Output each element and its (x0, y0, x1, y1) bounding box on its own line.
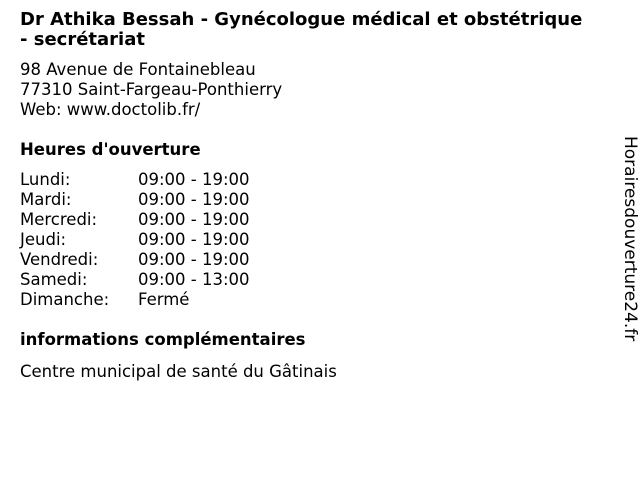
time-value: 09:00 - 19:00 (138, 230, 250, 249)
time-value: 09:00 - 19:00 (138, 210, 250, 229)
street-address: 98 Avenue de Fontainebleau (20, 60, 256, 79)
day-label: Mercredi: (20, 210, 98, 229)
day-label: Vendredi: (20, 250, 99, 269)
day-label: Lundi: (20, 170, 71, 189)
day-label: Dimanche: (20, 290, 110, 309)
time-value: 09:00 - 19:00 (138, 190, 250, 209)
site-watermark: Horairesdouverture24.fr (620, 136, 640, 342)
day-label: Samedi: (20, 270, 88, 289)
hours-row-wednesday (20, 210, 590, 230)
hours-row-sunday (20, 290, 590, 310)
additional-info-text: Centre municipal de santé du Gâtinais (20, 362, 337, 381)
day-label: Mardi: (20, 190, 72, 209)
city-address: 77310 Saint-Fargeau-Ponthierry (20, 80, 283, 99)
time-value: 09:00 - 13:00 (138, 270, 250, 289)
hours-row-thursday (20, 230, 590, 250)
website-link[interactable]: Web: www.doctolib.fr/ (20, 100, 201, 119)
hours-row-friday (20, 250, 590, 270)
page-title: Dr Athika Bessah - Gynécologue médical et obstétrique - secrétariat (20, 9, 583, 50)
additional-info-heading: informations complémentaires (20, 330, 306, 349)
opening-hours-table (20, 170, 590, 310)
time-value: 09:00 - 19:00 (138, 250, 250, 269)
opening-hours-heading: Heures d'ouverture (20, 140, 201, 159)
hours-row-monday (20, 170, 590, 190)
hours-row-saturday (20, 270, 590, 290)
address-block (20, 60, 590, 120)
time-value: Fermé (138, 290, 190, 309)
business-card (20, 10, 590, 382)
day-label: Jeudi: (20, 230, 67, 249)
hours-row-tuesday (20, 190, 590, 210)
time-value: 09:00 - 19:00 (138, 170, 250, 189)
